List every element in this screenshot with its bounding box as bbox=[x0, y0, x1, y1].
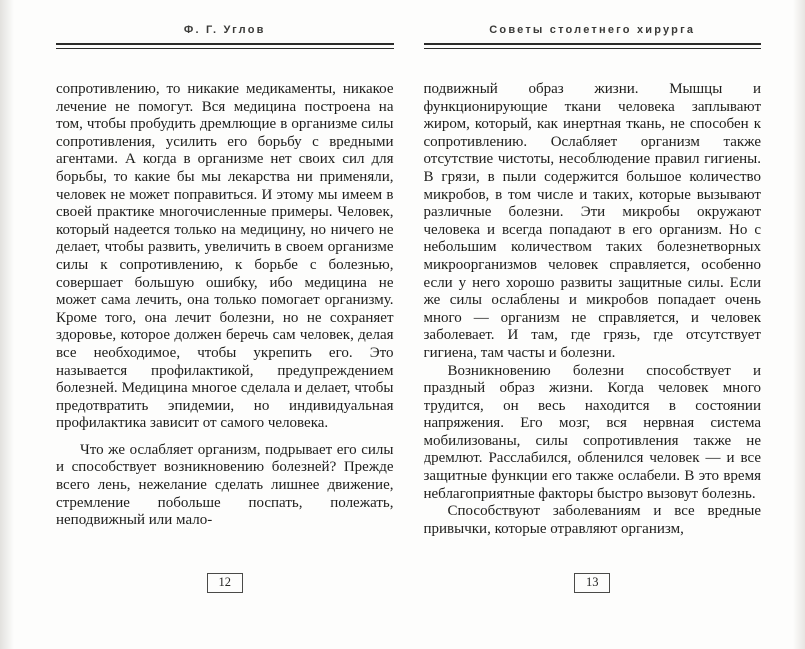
paragraph: сопротивлению, то никакие медикаменты, никакое лечение не помогут. Вся медицина построена на том, чтобы пробудить дремлющие в организме силы сопротивления, усилить его борьбу с вредными агентами. А когда в организме нет своих сил для борьбы, то какие бы мы лекарства ни применяли, человек не может поправиться. И этому мы имеем в своей практике многочисленные примеры. Человек, который надеется только на медицину, но ничего не делает, чтобы развить, увеличить в своем организме силы к сопротивлению, к борьбе с болезнью, совершает большую ошибку, ибо медицина не может сама лечить, она только помогает организму. Кроме того, она лечит болезни, но не сохраняет здоровье, которое должен беречь сам человек, делая все необходимое, чтобы укрепить его. Это называется профилактикой, предупреждением болезней. Медицина многое сделала и делает, чтобы предотвратить эпидемии, но индивидуальная профилактика зависит от самого человека. bbox=[56, 81, 394, 432]
header-rule bbox=[56, 43, 394, 49]
page-footer-right bbox=[424, 563, 762, 649]
page-number: 13 bbox=[574, 573, 610, 593]
running-title-author: Ф. Г. Углов bbox=[183, 24, 266, 36]
page-left bbox=[56, 18, 394, 649]
paragraph: Способствуют заболеваниям и все вредные привычки, которые отравляют организм, bbox=[423, 503, 761, 537]
paragraph: Что же ослабляет организм, подрывает его силы и способствует возникновению болезней? Прежде всего лень, нежелание сделать лишнее движение, стремление побольше поспать, полежать, неподвижный или мало- bbox=[56, 441, 394, 529]
page-right bbox=[424, 18, 762, 649]
page-footer-left bbox=[56, 563, 394, 649]
paragraph: Возникновению болезни способствует и праздный образ жизни. Когда человек много трудится, он весь находится в состоянии напряжения. Его мозг, вся нервная система мобилизованы, силы сопротивления также не дремлют. Расслабился, обленился человек — и все защитные функции его также ослабели. В это время неблагоприятные факторы быстро вызовут болезнь. bbox=[423, 362, 761, 502]
page-body-right bbox=[424, 81, 762, 563]
running-title-book: Советы столетнего хирурга bbox=[489, 24, 696, 36]
header-rule bbox=[424, 43, 762, 49]
page-number: 12 bbox=[207, 573, 243, 593]
page-header-left bbox=[56, 18, 394, 49]
paragraph: подвижный образ жизни. Мышцы и функционирующие ткани человека заплывают жиром, который, как инертная ткань, не способен к сопротивлению. Ослабляет организм также отсутствие чистоты, несоблюдение правил гигиены. В грязи, в пыли содержится большое количество микробов, в том числе и таких, которые вызывают различные болезни. Эти микробы окружают человека и всегда попадают в его организм. Но с небольшим количеством таких болезнетворных микроорганизмов человек справляется, особенно если у него хорошо развиты защитные силы. Если же силы ослаблены и микробов попадает очень много — организм не справляется, и человек заболевает. И там, где грязь, где отсутствует гигиена, там часты и болезни. bbox=[423, 81, 761, 361]
page-header-right bbox=[424, 18, 762, 49]
page-body-left bbox=[56, 81, 394, 563]
